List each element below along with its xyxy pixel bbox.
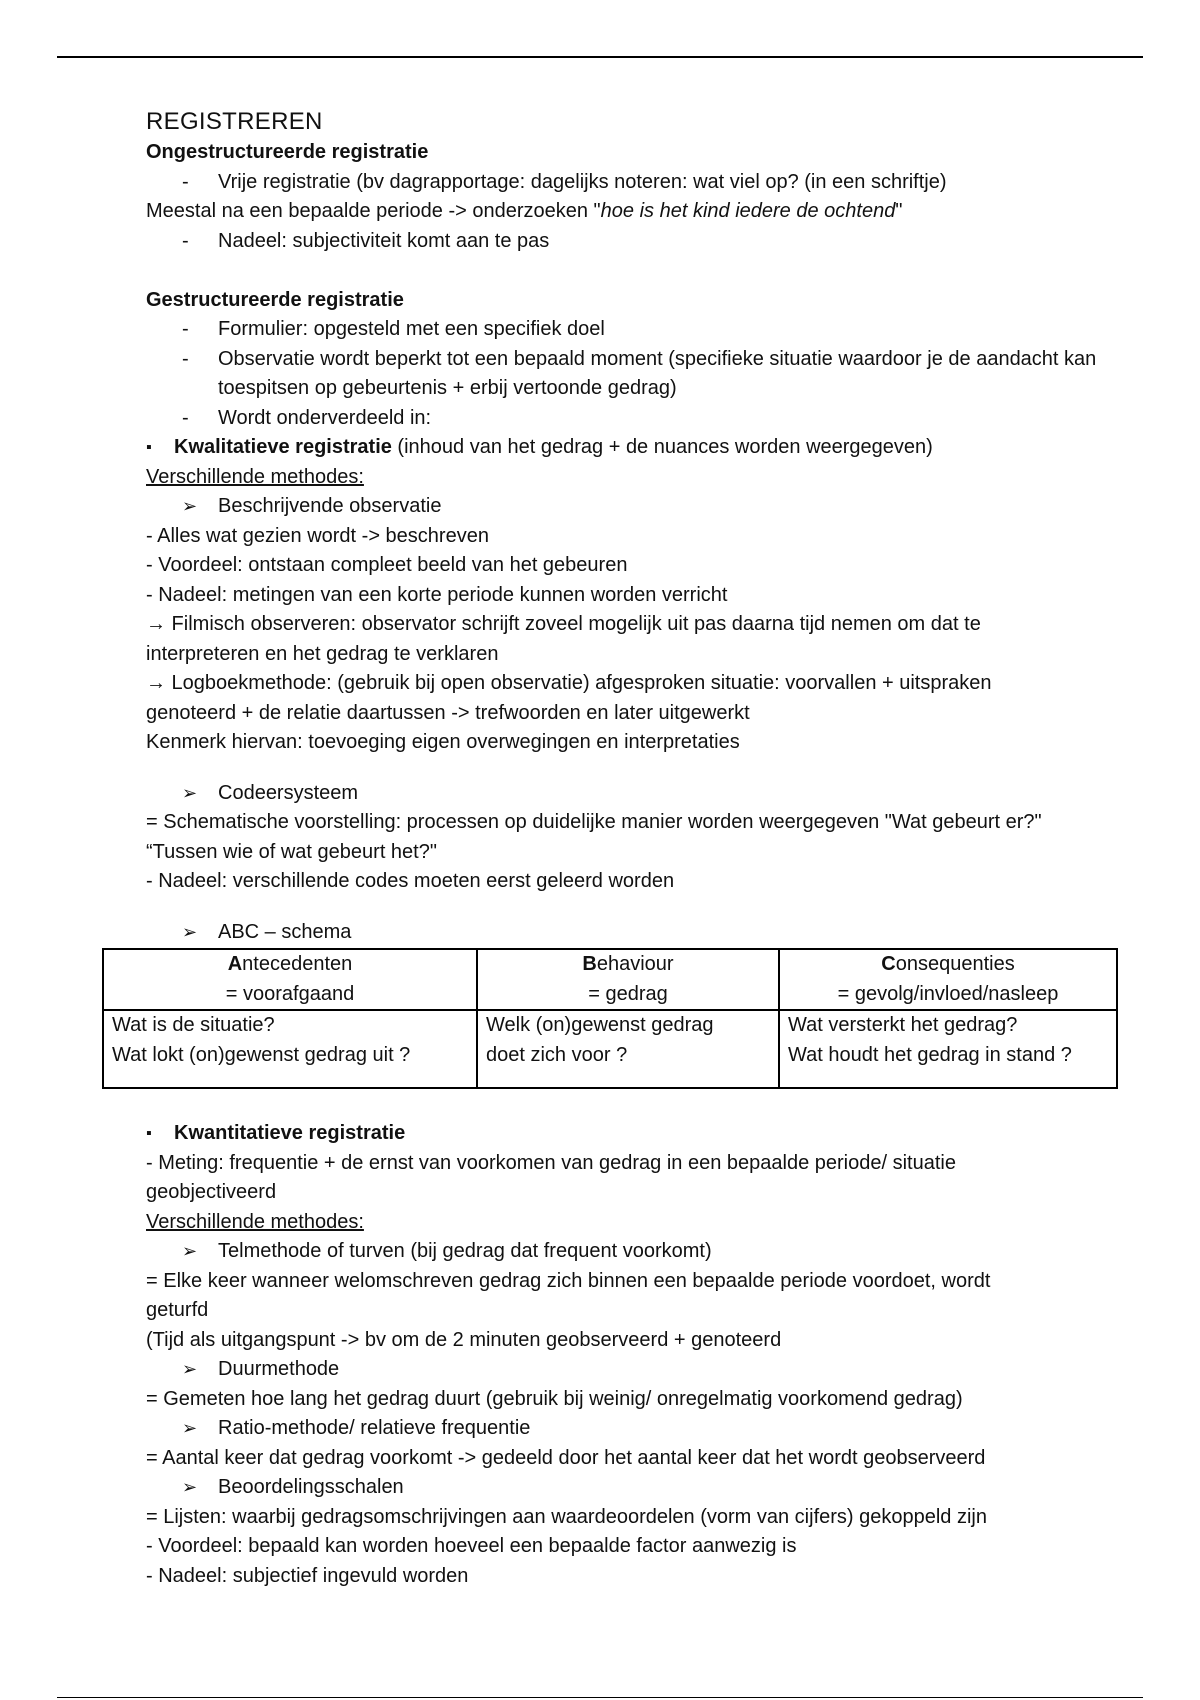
table-cell: Welk (on)gewenst gedrag doet zich voor ? (477, 1010, 779, 1088)
table-header-cell: Antecedenten = voorafgaand (103, 949, 477, 1010)
table-cell: Wat is de situatie? Wat lokt (on)gewenst gedrag uit ? (103, 1010, 477, 1088)
paragraph: - Alles wat gezien wordt -> beschreven (146, 524, 489, 547)
paragraph: = Elke keer wanneer welomschreven gedrag zich binnen een bepaalde periode voordoet, wordt geturfd (146, 1269, 991, 1321)
document-body (112, 106, 1106, 1591)
paragraph: = Gemeten hoe lang het gedrag duurt (gebruik bij weinig/ onregelmatig voorkomend gedrag) (146, 1387, 963, 1410)
paragraph: - Nadeel: metingen van een korte periode kunnen worden verricht (146, 583, 728, 606)
paragraph: - Nadeel: verschillende codes moeten eerst geleerd worden (146, 870, 675, 892)
paragraph: - Nadeel: subjectief ingevuld worden (146, 1564, 469, 1587)
header-rule (57, 56, 1143, 58)
methods-label: Verschillende methodes: (146, 1210, 364, 1233)
abc-table (102, 948, 1118, 1089)
list-item: - Observatie wordt beperkt tot een bepaald moment (specifieke situatie waardoor je de aandacht kan toespitsen op gebeurtenis + erbij vertoonde gedrag) (146, 345, 1118, 404)
subsection-qualitative (146, 433, 1106, 463)
subsection-heading-note: (inhoud van het gedrag + de nuances worden weergegeven) (391, 436, 933, 458)
list-item: - Formulier: opgesteld met een specifiek doel (146, 315, 1106, 345)
paragraph (146, 197, 1106, 227)
method-title: ➢ Duurmethode (146, 1355, 1106, 1385)
subsection-quantitative: ▪ Kwantitatieve registratie (146, 1119, 1106, 1149)
text-span: " (895, 200, 903, 222)
paragraph: - Meting: frequentie + de ernst van voorkomen van gedrag in een bepaalde periode/ situatie geobjectiveerd (146, 1151, 956, 1203)
table-header-cell: Consequenties = gevolg/invloed/nasleep (779, 949, 1117, 1010)
paragraph: - Voordeel: ontstaan compleet beeld van het gebeuren (146, 554, 628, 576)
methods-label: Verschillende methodes: (146, 465, 364, 488)
text-span: Meestal na een bepaalde periode -> onderzoeken " (146, 200, 601, 222)
section-heading-structured: Gestructureerde registratie (146, 288, 404, 311)
paragraph: → Filmisch observeren: observator schrijft zoveel mogelijk uit pas daarna tijd nemen om dat te interpreteren en het gedrag te verklaren (146, 613, 981, 665)
table-row (103, 1010, 1117, 1088)
method-title: ➢ Telmethode of turven (bij gedrag dat frequent voorkomt) (146, 1237, 1106, 1267)
paragraph: (Tijd als uitgangspunt -> bv om de 2 minuten geobserveerd + genoteerd (146, 1328, 782, 1351)
paragraph: → Logboekmethode: (gebruik bij open observatie) afgesproken situatie: voorvallen + uitspraken genoteerd + de relatie daartussen -> trefwoorden en later uitgewerkt (146, 672, 992, 724)
table-header-cell: Behaviour = gedrag (477, 949, 779, 1010)
paragraph: = Lijsten: waarbij gedragsomschrijvingen aan waardeoordelen (vorm van cijfers) gekoppeld zijn (146, 1505, 987, 1528)
italic-text: hoe is het kind iedere de ochtend (600, 200, 896, 222)
list-item: - Nadeel: subjectiviteit komt aan te pas (146, 227, 1106, 257)
footer-rule (57, 1697, 1143, 1698)
subsection-heading: Kwalitatieve registratie (174, 436, 392, 458)
paragraph: = Aantal keer dat gedrag voorkomt -> gedeeld door het aantal keer dat het wordt geobserveerd (146, 1446, 986, 1469)
section-heading-unstructured: Ongestructureerde registratie (146, 141, 429, 163)
method-title: ➢ ABC – schema (146, 918, 1106, 948)
paragraph: = Schematische voorstelling: processen op duidelijke manier worden weergegeven "Wat gebeurt er?" “Tussen wie of wat gebeurt het?" (146, 811, 1042, 863)
paragraph: Kenmerk hiervan: toevoeging eigen overwegingen en interpretaties (146, 731, 740, 753)
method-title: ➢ Beschrijvende observatie (146, 492, 1106, 522)
page-title: REGISTREREN (146, 108, 323, 135)
table-cell: Wat versterkt het gedrag? Wat houdt het gedrag in stand ? (779, 1010, 1117, 1088)
method-title: ➢ Ratio-methode/ relatieve frequentie (146, 1414, 1106, 1444)
table-header-row (103, 949, 1117, 1010)
list-item: - Vrije registratie (bv dagrapportage: dagelijks noteren: wat viel op? (in een schriftje) (146, 168, 1106, 198)
method-title: ➢ Beoordelingsschalen (146, 1473, 1106, 1503)
method-title: ➢ Codeersysteem (146, 779, 1106, 809)
paragraph: - Voordeel: bepaald kan worden hoeveel een bepaalde factor aanwezig is (146, 1535, 797, 1557)
list-item: - Wordt onderverdeeld in: (146, 404, 1106, 434)
